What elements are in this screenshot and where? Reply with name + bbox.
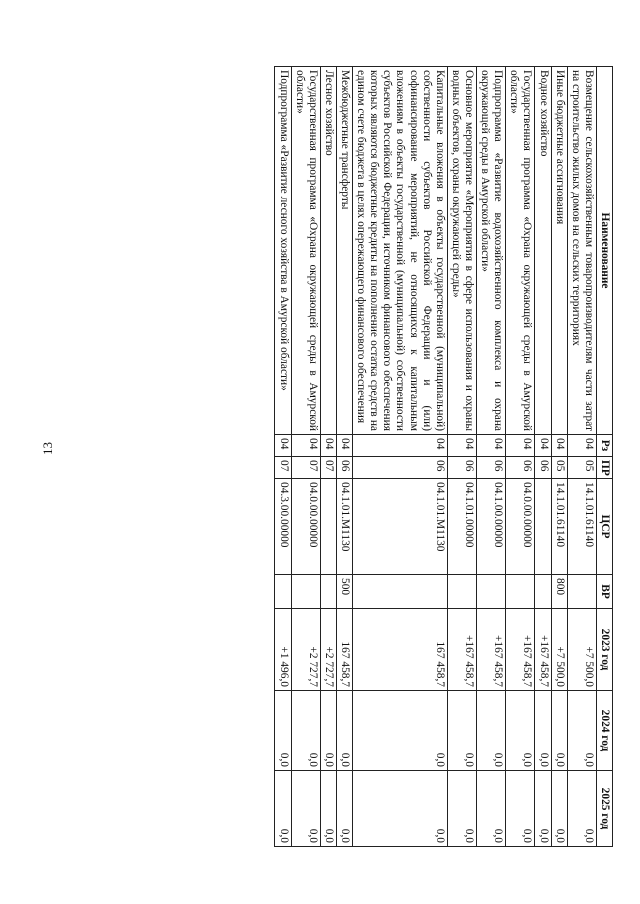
table-header-row	[596, 67, 612, 847]
cell-rz: 04	[551, 435, 567, 457]
cell-csr: 04.1.01.00000	[447, 479, 476, 575]
cell-rz: 04	[353, 435, 448, 457]
cell-csr	[535, 479, 551, 575]
cell-vr	[275, 575, 291, 609]
cell-name: Межбюджетные трансферты	[336, 67, 352, 435]
cell-2025: 0,0	[535, 771, 551, 847]
cell-name: Возмещение сельскохозяйственным товаропроизводителям части затрат на строительство жилых домов на сельских территориях	[567, 67, 596, 435]
cell-rz: 04	[320, 435, 336, 457]
header-pr: ПР	[596, 457, 612, 479]
cell-name: Государственная программа «Охрана окружающей среды в Амурской области»	[291, 67, 320, 435]
cell-2023: 167 458,7	[353, 609, 448, 691]
table-row	[535, 67, 551, 847]
header-name: Наименование	[596, 67, 612, 435]
cell-pr: 07	[275, 457, 291, 479]
cell-2023: +7 500,0	[567, 609, 596, 691]
cell-pr: 05	[567, 457, 596, 479]
header-2024: 2024 год	[596, 691, 612, 771]
cell-csr: 14.1.01.61140	[567, 479, 596, 575]
page-number: 13	[40, 442, 55, 455]
cell-pr: 07	[291, 457, 320, 479]
cell-2023: +2 727,7	[320, 609, 336, 691]
header-2025: 2025 год	[596, 771, 612, 847]
cell-name: Государственная программа «Охрана окружающей среды в Амурской области»	[506, 67, 535, 435]
cell-rz: 04	[477, 435, 506, 457]
table-row	[567, 67, 596, 847]
table-row	[353, 67, 448, 847]
cell-csr: 04.1.01.М1130	[353, 479, 448, 575]
cell-csr: 04.0.00.00000	[506, 479, 535, 575]
cell-name: Лесное хозяйство	[320, 67, 336, 435]
header-vr: ВР	[596, 575, 612, 609]
table-row	[551, 67, 567, 847]
cell-csr: 04.1.00.00000	[477, 479, 506, 575]
cell-csr: 04.1.01.М1130	[336, 479, 352, 575]
cell-2024: 0,0	[551, 691, 567, 771]
table-row	[336, 67, 352, 847]
cell-2024: 0,0	[336, 691, 352, 771]
cell-pr: 06	[477, 457, 506, 479]
cell-rz: 04	[567, 435, 596, 457]
table-row	[447, 67, 476, 847]
cell-vr	[320, 575, 336, 609]
cell-2025: 0,0	[353, 771, 448, 847]
cell-csr	[320, 479, 336, 575]
cell-vr	[535, 575, 551, 609]
cell-2025: 0,0	[336, 771, 352, 847]
cell-pr: 06	[447, 457, 476, 479]
cell-pr: 06	[336, 457, 352, 479]
cell-vr	[353, 575, 448, 609]
cell-vr	[567, 575, 596, 609]
cell-2024: 0,0	[506, 691, 535, 771]
cell-2023: +7 500,0	[551, 609, 567, 691]
cell-pr: 06	[535, 457, 551, 479]
cell-2024: 0,0	[447, 691, 476, 771]
cell-2023: +167 458,7	[447, 609, 476, 691]
cell-2025: 0,0	[567, 771, 596, 847]
cell-2023: +1 496,0	[275, 609, 291, 691]
cell-2025: 0,0	[477, 771, 506, 847]
cell-csr: 14.1.01.61140	[551, 479, 567, 575]
cell-2025: 0,0	[506, 771, 535, 847]
cell-name: Иные бюджетные ассигнования	[551, 67, 567, 435]
cell-name: Основное мероприятие «Мероприятия в сфере использования и охраны водных объектов, охраны окружающей среды»	[447, 67, 476, 435]
cell-name: Подпрограмма «Развитие лесного хозяйства в Амурской области»	[275, 67, 291, 435]
cell-2024: 0,0	[353, 691, 448, 771]
cell-rz: 04	[506, 435, 535, 457]
cell-rz: 04	[336, 435, 352, 457]
cell-rz: 04	[535, 435, 551, 457]
cell-vr	[447, 575, 476, 609]
budget-table	[274, 66, 613, 847]
cell-2023: +167 458,7	[506, 609, 535, 691]
table-row	[477, 67, 506, 847]
cell-csr: 04.3.00.00000	[275, 479, 291, 575]
header-csr: ЦСР	[596, 479, 612, 575]
cell-pr: 07	[320, 457, 336, 479]
header-rz: Рз	[596, 435, 612, 457]
cell-2023: 167 458,7	[336, 609, 352, 691]
cell-2023: +167 458,7	[535, 609, 551, 691]
cell-csr: 04.0.00.00000	[291, 479, 320, 575]
cell-2025: 0,0	[320, 771, 336, 847]
cell-2023: +167 458,7	[477, 609, 506, 691]
cell-vr: 800	[551, 575, 567, 609]
table-body	[275, 67, 596, 847]
cell-vr	[477, 575, 506, 609]
cell-rz: 04	[275, 435, 291, 457]
table-row	[275, 67, 291, 847]
cell-2024: 0,0	[275, 691, 291, 771]
header-2023: 2023 год	[596, 609, 612, 691]
budget-table-rotated	[274, 66, 613, 846]
cell-rz: 04	[447, 435, 476, 457]
cell-2024: 0,0	[291, 691, 320, 771]
cell-2024: 0,0	[320, 691, 336, 771]
cell-2025: 0,0	[551, 771, 567, 847]
cell-2024: 0,0	[477, 691, 506, 771]
table-row	[320, 67, 336, 847]
cell-pr: 06	[506, 457, 535, 479]
cell-2023: +2 727,7	[291, 609, 320, 691]
cell-vr	[291, 575, 320, 609]
cell-name: Подпрограмма «Развитие водохозяйственного комплекса и охрана окружающей среды в Амурской области»	[477, 67, 506, 435]
cell-pr: 05	[551, 457, 567, 479]
table-row	[291, 67, 320, 847]
cell-vr	[506, 575, 535, 609]
cell-name: Капитальные вложения в объекты государственной (муниципальной) собственности субъектов Российской Федерации и (или) софинансирование мероприятий, не относящихся к капитальным вложениям в объекты государственной (муниципальной) собственности субъектов Российской Федерации, источником финансового обеспечения которых являются бюджетные кредиты на пополнение остатка средств на едином счете бюджета в целях опережающего финансового обеспечения	[353, 67, 448, 435]
cell-2024: 0,0	[567, 691, 596, 771]
cell-vr: 500	[336, 575, 352, 609]
cell-2024: 0,0	[535, 691, 551, 771]
cell-2025: 0,0	[291, 771, 320, 847]
table-row	[506, 67, 535, 847]
cell-name: Водное хозяйство	[535, 67, 551, 435]
cell-pr: 06	[353, 457, 448, 479]
cell-2025: 0,0	[447, 771, 476, 847]
cell-2025: 0,0	[275, 771, 291, 847]
cell-rz: 04	[291, 435, 320, 457]
